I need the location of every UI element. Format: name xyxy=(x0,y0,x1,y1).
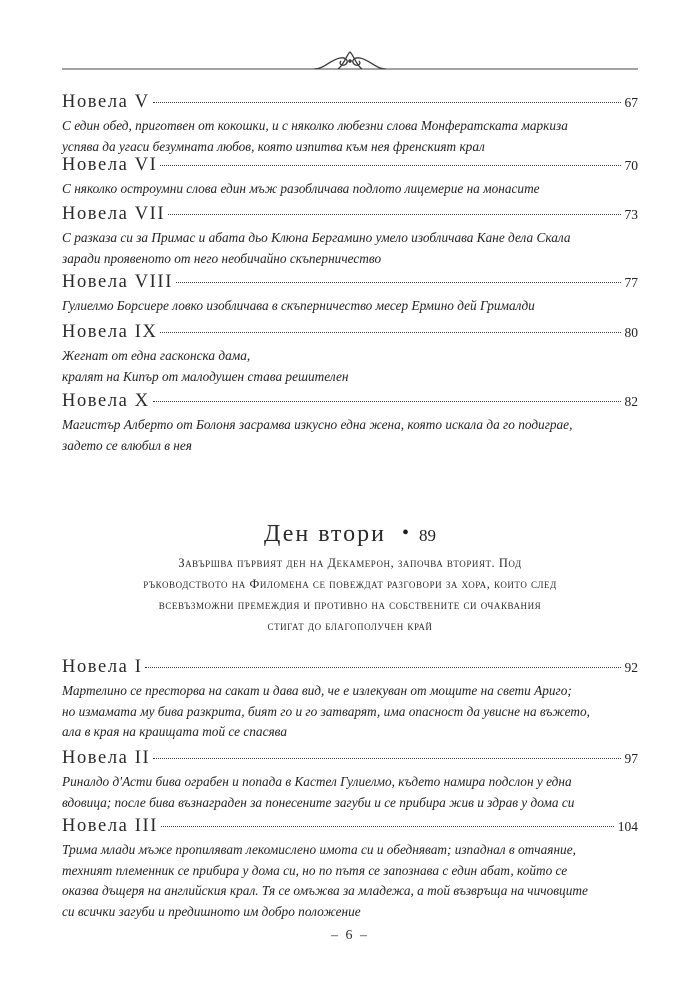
bullet-separator: • xyxy=(401,522,409,544)
entry-title: Новела VII xyxy=(62,204,166,224)
toc-entry[interactable] xyxy=(62,391,638,456)
dot-leader xyxy=(153,758,620,759)
entry-description: С разказа си за Примас и абата дьо Клюна Бергамино умело изобличава Кане дела Скала заради проявеното от него необичайно скъперничество xyxy=(62,230,571,266)
dot-leader xyxy=(160,332,620,333)
entry-page-number: 82 xyxy=(624,394,638,409)
dot-leader xyxy=(153,102,621,103)
dot-leader xyxy=(153,401,621,402)
entry-page-number: 97 xyxy=(624,751,638,766)
toc-entry[interactable] xyxy=(62,657,638,743)
entry-description: С един обед, приготвен от кокошки, и с няколко любезни слова Монфератската маркиза успява да угаси безумната любов, която изпитва към нея френският крал xyxy=(62,118,568,154)
day-title: Ден втори xyxy=(264,521,386,547)
entry-title: Новела X xyxy=(62,391,150,411)
entry-page-number: 77 xyxy=(624,275,638,290)
entry-description: С няколко остроумни слова един мъж разобличава подлото лицемерие на монасите xyxy=(62,181,540,196)
entry-page-number: 67 xyxy=(624,95,638,110)
entry-title: Новела V xyxy=(62,92,150,112)
toc-entry[interactable] xyxy=(62,155,638,200)
day-page-number: 89 xyxy=(418,526,436,545)
entry-page-number: 73 xyxy=(624,207,638,222)
toc-entry[interactable] xyxy=(62,204,638,269)
top-ornament-rule xyxy=(62,48,638,74)
dot-leader xyxy=(176,282,621,283)
toc-entry[interactable] xyxy=(62,748,638,813)
entry-description: Жегнат от една гасконска дама, кралят на Кипър от малодушен става решителен xyxy=(62,348,349,384)
entry-description: Магистър Алберто от Болоня засрамва изкусно една жена, която искала да го подиграе, задето се влюбил в нея xyxy=(62,417,573,453)
toc-entry[interactable] xyxy=(62,816,638,922)
entry-description: Гулиелмо Борсиере ловко изобличава в скъперничество месер Ермино дей Грималди xyxy=(62,298,535,313)
entry-page-number: 104 xyxy=(617,819,638,834)
entry-title: Новела II xyxy=(62,748,151,768)
entry-description: Риналдо д'Асти бива ограбен и попада в Кастел Гулиелмо, където намира подслон у една вдовица; после бива възнаграден за понесените загуби и се прибира жив и здрав у дома си xyxy=(62,774,575,810)
toc-entry[interactable] xyxy=(62,322,638,387)
entry-title: Новела IX xyxy=(62,322,158,342)
entry-title: Новела I xyxy=(62,657,143,677)
dot-leader xyxy=(160,165,620,166)
entry-title: Новела VI xyxy=(62,155,158,175)
page-number: – 6 – xyxy=(331,928,369,943)
dot-leader xyxy=(161,826,614,827)
entry-description: Мартелино се престорва на сакат и дава вид, че е излекуван от мощите на свети Аригo; но измамата му бива разкрита, бият го и го затварят, има опасност да увисне на въжето, ала в края на краищата той се спасява xyxy=(62,683,590,739)
toc-entry[interactable] xyxy=(62,272,638,317)
toc-entry[interactable] xyxy=(62,92,638,157)
entry-page-number: 80 xyxy=(624,325,638,340)
entry-title: Новела III xyxy=(62,816,158,836)
entry-page-number: 70 xyxy=(624,158,638,173)
dot-leader xyxy=(168,214,620,215)
entry-description: Трима млади мъже пропиляват лекомислено имота си и обедняват; изпаднал в отчаяние, техният племенник се прибира у дома си, но по пътя се запознава с един абат, който се оказва дъщеря на английския крал. Тя се омъжва за младежа, а той възвръща на чичовците си всички загуби и предишното им добро положение xyxy=(62,842,588,919)
dot-leader xyxy=(145,667,620,668)
day-heading[interactable] xyxy=(0,521,700,548)
entry-title: Новела VIII xyxy=(62,272,173,292)
day-summary: Завършва първият ден на Декамерон, започва вторият. Под ръководството на Филомена се повеждат разговори за хора, които след всевъзможни премеждия и противно на собствените си очаквания стигат до благополучен край xyxy=(143,556,557,633)
entry-page-number: 92 xyxy=(624,660,638,675)
